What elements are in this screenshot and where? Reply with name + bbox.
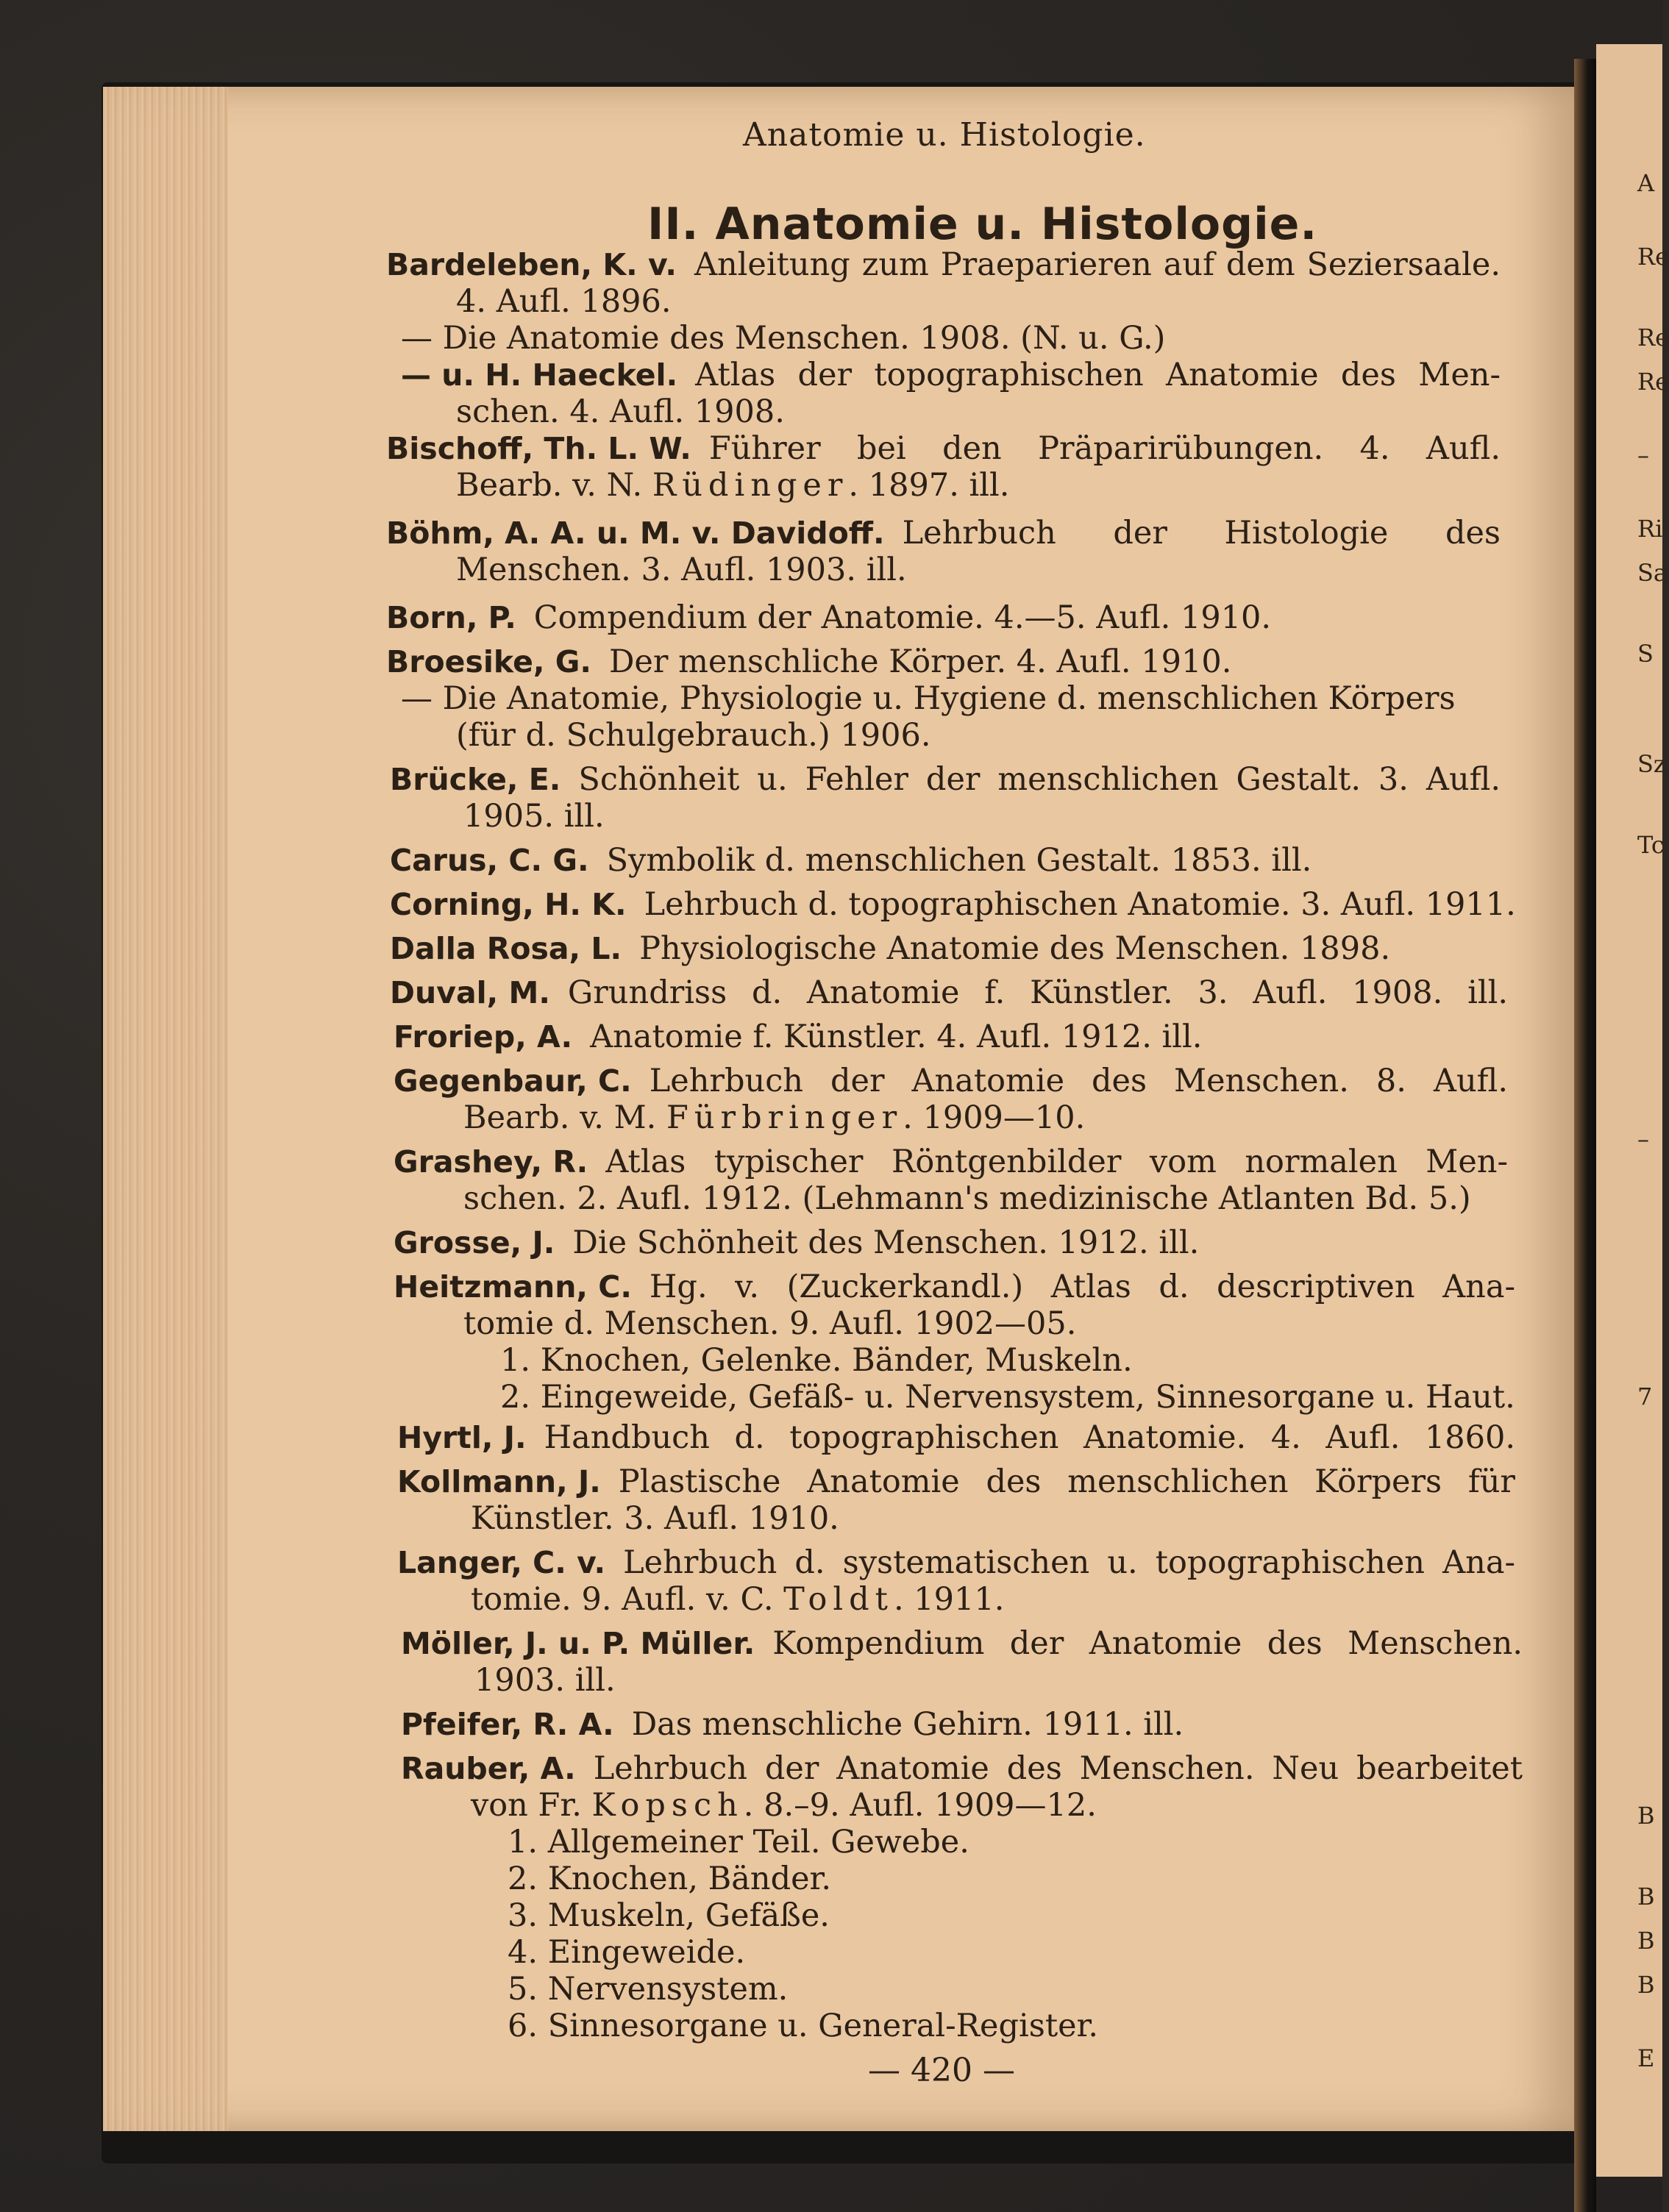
author-name: Froriep, A.: [394, 1019, 573, 1055]
entry-body: [508, 1860, 831, 1897]
entry-body: [650, 1063, 1508, 1099]
bibliography-continuation: [456, 393, 785, 430]
bibliography-entry: [390, 886, 1516, 923]
facing-page-text: Re: [1637, 243, 1669, 271]
entry-body: [644, 886, 1516, 923]
entry-body: [534, 599, 1271, 636]
bibliography-continuation: [463, 1305, 1076, 1342]
author-name: Heitzmann, C.: [394, 1269, 632, 1305]
page-number: — 420 —: [868, 2052, 1015, 2089]
facing-page-text: –: [1637, 1125, 1649, 1153]
entry-body: [694, 246, 1501, 283]
facing-page-text: Sz: [1637, 750, 1666, 778]
entry-text: tomie d. Menschen. 9. Aufl. 1902—05.: [463, 1305, 1077, 1342]
entry-text: 1903. ill.: [474, 1662, 616, 1699]
bibliography-entry: [390, 842, 1312, 879]
entry-body: [544, 1419, 1515, 1456]
entry-body: [623, 1544, 1515, 1581]
entry-body: [619, 1463, 1515, 1500]
entry-text: 6. Sinnesorgane u. General-Register.: [508, 2008, 1099, 2044]
author-name: Böhm, A. A. u. M. v. Davidoff.: [386, 515, 885, 551]
author-name: Langer, C. v.: [397, 1545, 606, 1580]
bibliography-entry: [394, 1269, 1515, 1305]
facing-page-text: Re: [1637, 368, 1669, 396]
entry-text: — Die Anatomie, Physiologie u. Hygiene d. menschlichen Körpers: [401, 680, 1456, 717]
bibliography-entry: [401, 357, 1501, 393]
facing-page-text: B: [1637, 1971, 1655, 1999]
entry-body: [508, 1897, 830, 1934]
entry-text: 2. Eingeweide, Gefäß- u. Nervensystem, Sinnesorgane u. Haut.: [500, 1379, 1515, 1416]
entry-body: [903, 515, 1501, 552]
entry-text: Atlas der topographischen Anatomie des Men-: [695, 357, 1501, 393]
facing-page-text: A: [1637, 169, 1655, 197]
bibliography-entry: [390, 930, 1390, 967]
entry-body: [456, 393, 785, 430]
author-name: Broesike, G.: [386, 644, 591, 679]
entry-body: [471, 1787, 1097, 1824]
bibliography-entry: [394, 1018, 1202, 1055]
bibliography-entry: [397, 1463, 1515, 1500]
entry-tail: . 8.–9. Aufl. 1909—12.: [743, 1787, 1097, 1824]
facing-page-text: B: [1637, 1883, 1655, 1910]
entry-text: 1. Allgemeiner Teil. Gewebe.: [508, 1824, 969, 1860]
facing-page-text: 7: [1637, 1382, 1653, 1410]
bibliography-entry: [390, 761, 1501, 798]
entry-body: [500, 1342, 1133, 1379]
bibliography-continuation: [500, 1379, 1515, 1416]
entry-body: [607, 842, 1312, 879]
entry-body: [474, 1662, 616, 1699]
entry-text: Kompendium der Anatomie des Menschen.: [772, 1625, 1523, 1662]
entry-body: [609, 643, 1231, 680]
entry-body: [508, 1971, 788, 2008]
bibliography-entry: [394, 1224, 1199, 1261]
entry-body: [456, 283, 672, 320]
entry-text: Menschen. 3. Aufl. 1903. ill.: [456, 552, 907, 588]
entry-body: [578, 761, 1501, 798]
entry-text: Grundriss d. Anatomie f. Künstler. 3. Aufl. 1908. ill.: [567, 974, 1508, 1011]
entry-body: [695, 357, 1501, 393]
entry-text: 3. Muskeln, Gefäße.: [508, 1897, 830, 1934]
bibliography-continuation: [401, 680, 1501, 717]
author-name: Möller, J. u. P. Müller.: [401, 1626, 755, 1661]
entry-body: [500, 1379, 1515, 1416]
bibliography-entry: [401, 1750, 1523, 1787]
spaced-name: Fürbringer: [666, 1099, 903, 1136]
entry-text: Das menschliche Gehirn. 1911. ill.: [631, 1706, 1184, 1743]
bibliography-continuation: [463, 1099, 1085, 1136]
entry-text: Die Schönheit des Menschen. 1912. ill.: [572, 1224, 1200, 1261]
bibliography-entry: [386, 515, 1501, 552]
bibliography-continuation: [463, 798, 605, 835]
bibliography-continuation: [508, 2008, 1098, 2044]
entry-text: Künstler. 3. Aufl. 1910.: [471, 1500, 839, 1537]
facing-page-text: B: [1637, 1927, 1655, 1955]
entry-text: Schönheit u. Fehler der menschlichen Gestalt. 3. Aufl.: [578, 761, 1501, 798]
author-name: Carus, C. G.: [390, 843, 589, 878]
entry-text: tomie. 9. Aufl. v. C.: [471, 1581, 784, 1618]
bibliography-continuation: [474, 1662, 616, 1699]
bibliography-continuation: [463, 1180, 1471, 1217]
author-name: Grashey, R.: [394, 1144, 588, 1180]
bibliography-continuation: [508, 1971, 788, 2008]
author-name: Hyrtl, J.: [397, 1420, 527, 1455]
facing-page-text: Tc: [1637, 831, 1665, 859]
entry-text: Lehrbuch der Anatomie des Menschen. 8. Aufl.: [649, 1063, 1508, 1099]
entry-text: 5. Nervensystem.: [508, 1971, 789, 2008]
entry-body: [463, 798, 605, 835]
author-name: Bardeleben, K. v.: [386, 247, 677, 282]
author-name: Gegenbaur, C.: [394, 1063, 632, 1099]
author-name: Duval, M.: [390, 975, 550, 1010]
entry-text: — Die Anatomie des Menschen. 1908. (N. u. G.): [401, 320, 1166, 357]
entry-body: [471, 1581, 1004, 1618]
author-name: Bischoff, Th. L. W.: [386, 431, 691, 466]
entry-body: [594, 1750, 1523, 1787]
bibliography-entry: [386, 430, 1501, 467]
entry-text: 2. Knochen, Bänder.: [508, 1860, 832, 1897]
bibliography-entry: [394, 1144, 1508, 1180]
bibliography-entry: [386, 643, 1231, 680]
section-title: II. Anatomie u. Histologie.: [647, 199, 1318, 250]
bibliography-continuation: [508, 1934, 745, 1971]
spaced-name: Toldt: [783, 1581, 894, 1618]
spaced-name: Kopsch: [591, 1787, 744, 1824]
entry-text: Führer bei den Präparirübungen. 4. Aufl.: [708, 430, 1501, 467]
bibliography-continuation: [471, 1500, 839, 1537]
entry-body: [508, 1934, 745, 1971]
entry-body: [709, 430, 1501, 467]
facing-page-text: S: [1637, 640, 1654, 668]
bibliography-continuation: [456, 717, 931, 754]
entry-body: [639, 930, 1390, 967]
entry-text: Plastische Anatomie des menschlichen Körpers für: [618, 1463, 1515, 1500]
author-name: Dalla Rosa, L.: [390, 931, 622, 966]
bibliography-continuation: [456, 467, 1009, 504]
facing-page-text: Sa: [1637, 559, 1668, 587]
entry-body: [463, 1180, 1471, 1217]
entry-text: 1. Knochen, Gelenke. Bänder, Muskeln.: [500, 1342, 1133, 1379]
entry-text: Bearb. v. N.: [456, 467, 652, 504]
entry-body: [508, 2008, 1098, 2044]
entry-text: Der menschliche Körper. 4. Aufl. 1910.: [608, 643, 1232, 680]
entry-body: [572, 1224, 1199, 1261]
entry-text: Symbolik d. menschlichen Gestalt. 1853. ill.: [606, 842, 1312, 879]
author-name: Brücke, E.: [390, 762, 561, 797]
bibliography-entry: [386, 246, 1501, 283]
running-head: Anatomie u. Histologie.: [743, 116, 1146, 154]
entry-text: Lehrbuch der Anatomie des Menschen. Neu bearbeitet: [593, 1750, 1523, 1787]
entry-text: Lehrbuch d. systematischen u. topographischen Ana-: [623, 1544, 1515, 1581]
entry-body: [568, 974, 1508, 1011]
entry-body: [463, 1305, 1076, 1342]
author-name: Kollmann, J.: [397, 1464, 601, 1499]
entry-text: 1905. ill.: [463, 798, 605, 835]
author-name: Rauber, A.: [401, 1751, 576, 1786]
spaced-name: Rüdinger: [652, 467, 849, 504]
entry-body: [508, 1824, 969, 1860]
bibliography-continuation: [508, 1860, 831, 1897]
bibliography-continuation: [456, 283, 672, 320]
bibliography-entry: [394, 1063, 1508, 1099]
facing-page-text: –: [1637, 441, 1649, 469]
entry-body: [463, 1099, 1085, 1136]
facing-page-text: Ri: [1637, 515, 1663, 543]
bibliography-continuation: [471, 1787, 1097, 1824]
entry-body: [650, 1269, 1515, 1305]
bibliography-entry: [386, 599, 1271, 636]
facing-page-text: B: [1637, 1802, 1655, 1830]
entry-text: 4. Eingeweide.: [508, 1934, 746, 1971]
entry-text: Hg. v. (Zuckerkandl.) Atlas d. descriptiven Ana-: [649, 1269, 1515, 1305]
bibliography-continuation: [401, 320, 1165, 357]
bibliography-continuation: [500, 1342, 1133, 1379]
entry-text: 4. Aufl. 1896.: [456, 283, 672, 320]
author-name: Corning, H. K.: [390, 887, 627, 922]
bibliography-entry: [401, 1625, 1523, 1662]
entry-tail: . 1911.: [893, 1581, 1005, 1618]
bibliography-continuation: [508, 1897, 830, 1934]
facing-page-text: Re: [1637, 324, 1669, 352]
entry-body: [456, 552, 907, 588]
entry-body: [471, 1500, 839, 1537]
entry-text: Bearb. v. M.: [463, 1099, 666, 1136]
bibliography-continuation: [456, 552, 907, 588]
entry-tail: . 1897. ill.: [848, 467, 1010, 504]
bibliography-continuation: [508, 1824, 969, 1860]
entry-text: Physiologische Anatomie des Menschen. 1898.: [639, 930, 1391, 967]
entry-body: [456, 717, 931, 754]
entry-text: Lehrbuch der Histologie des: [902, 515, 1501, 552]
bibliography-continuation: [471, 1581, 1004, 1618]
entry-tail: . 1909—10.: [903, 1099, 1086, 1136]
bibliography-entry: [397, 1544, 1515, 1581]
author-name: Born, P.: [386, 600, 516, 635]
author-name: Grosse, J.: [394, 1225, 555, 1260]
entry-text: Compendium der Anatomie. 4.—5. Aufl. 1910.: [533, 599, 1272, 636]
entry-text: Atlas typischer Röntgenbilder vom normalen Men-: [605, 1144, 1508, 1180]
entry-body: [632, 1706, 1184, 1743]
entry-text: von Fr.: [471, 1787, 592, 1824]
author-name: Pfeifer, R. A.: [401, 1707, 614, 1742]
entry-text: (für d. Schulgebrauch.) 1906.: [456, 717, 931, 754]
entry-text: Lehrbuch d. topographischen Anatomie. 3. Aufl. 1911.: [644, 886, 1516, 923]
entry-text: schen. 4. Aufl. 1908.: [456, 393, 785, 430]
entry-text: schen. 2. Aufl. 1912. (Lehmann's medizinische Atlanten Bd. 5.): [463, 1180, 1471, 1217]
entry-body: [772, 1625, 1523, 1662]
facing-page-text: E: [1637, 2044, 1655, 2072]
entry-body: [401, 680, 1456, 717]
entry-text: Handbuch d. topographischen Anatomie. 4. Aufl. 1860.: [544, 1419, 1515, 1456]
entry-text: Anatomie f. Künstler. 4. Aufl. 1912. ill.: [590, 1018, 1203, 1055]
author-name: — u. H. Haeckel.: [401, 357, 678, 393]
entry-body: [605, 1144, 1508, 1180]
entry-body: [590, 1018, 1202, 1055]
bibliography-entry: [401, 1706, 1184, 1743]
bibliography-entry: [390, 974, 1508, 1011]
entry-body: [456, 467, 1009, 504]
bibliography-entry: [397, 1419, 1515, 1456]
entry-text: Anleitung zum Praeparieren auf dem Seziersaale.: [694, 246, 1501, 283]
entry-body: [401, 320, 1165, 357]
